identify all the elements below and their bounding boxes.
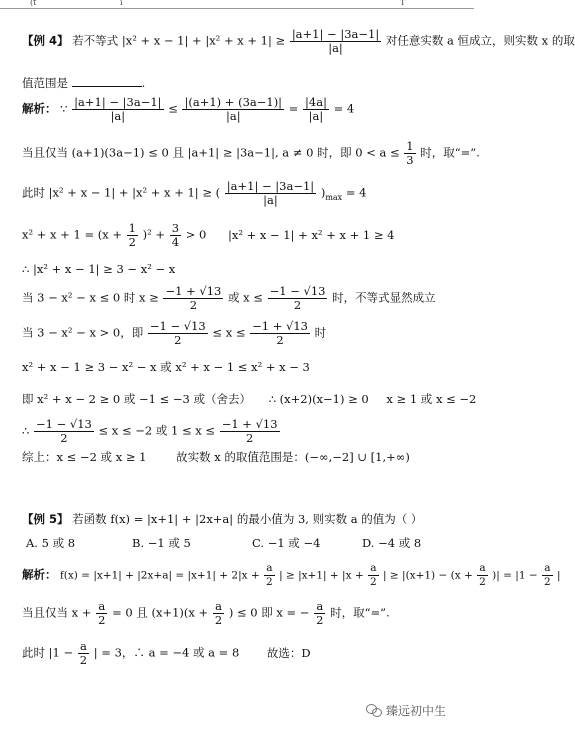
ex5-solution-line2	[22, 600, 390, 627]
ex5-s2-frac1: $\frac{a}{2}$	[98, 599, 106, 627]
ex5-option-d: D. −4 或 8	[362, 536, 422, 550]
ex4-s6-c: 时，不等式显然成立	[332, 290, 436, 305]
ex4-solution-line2	[22, 140, 480, 167]
ex4-solution-line7	[22, 320, 326, 347]
ex4-s4-frac1: $\frac{1}{2}$	[128, 221, 136, 249]
ex4-s4-b: )² +	[142, 227, 166, 242]
ex5-s3-a: 此时 |1 −	[22, 645, 74, 660]
ex4-solution-line4	[22, 222, 395, 249]
ex5-option-a: A. 5 或 8	[26, 536, 76, 550]
ex4-s9-c: x ≥ 1 或 x ≤ −2	[386, 392, 477, 406]
ex4-s1-tail: = 4	[333, 101, 355, 116]
ex4-ineq-left: |x² + x − 1| + |x² + x + 1| ≥	[121, 33, 286, 48]
ex5-jiexi-label: 解析：	[22, 567, 57, 582]
ex5-s3-b: | = 3，∴ a = −4 或 a = 8	[93, 645, 240, 660]
header-fragment-right: T	[400, 0, 406, 7]
ex4-s7-frac1: $\frac{-1 - √13}{2}$	[149, 319, 206, 347]
answer-blank	[72, 75, 142, 87]
ex4-tag: 【例 4】	[22, 33, 69, 48]
ex4-s3-c: = 4	[345, 185, 367, 200]
ex4-s2-b: 时，取“=”.	[420, 145, 480, 160]
ex4-s7-b: ≤ x ≤	[212, 325, 246, 340]
ex4-s4-a: x² + x + 1 = (x +	[22, 227, 123, 242]
ex4-solution-line5	[22, 262, 175, 276]
ex4-s6-frac1: $\frac{-1 + √13}{2}$	[165, 284, 222, 312]
header-fragment-mid: i	[120, 0, 123, 7]
ex4-solution-line10	[22, 418, 281, 445]
ex4-s2-frac: $\frac{1}{3}$	[406, 139, 414, 167]
ex4-s1-frac1: $\frac{|a+1| - |3a-1|}{|a|}$	[74, 95, 162, 123]
wechat-icon	[366, 704, 382, 717]
ex4-s6-b: 或 x ≤	[228, 290, 263, 305]
ex5-stem-text: 若函数 f(x) = |x+1| + |2x+a| 的最小值为 3, 则实数 a 的值为（ ）	[72, 512, 423, 526]
header-fragment-left: (t	[30, 0, 37, 7]
ex5-s1-frac3: $\frac{a}{2}$	[479, 562, 486, 588]
ex5-s2-a: 当且仅当 x +	[22, 605, 92, 620]
ex5-options	[22, 536, 452, 550]
ex5-s1-frac4: $\frac{a}{2}$	[543, 562, 551, 588]
ex4-stem-line1	[22, 28, 575, 55]
ex4-s10-frac2: $\frac{-1 + √13}{2}$	[221, 417, 278, 445]
ex4-s11-b: 故实数 x 的取值范围是：(−∞,−2] ∪ [1,+∞)	[176, 450, 410, 464]
ex5-solution-line3	[22, 640, 311, 667]
ex5-solution-line1	[22, 562, 561, 589]
ex4-s6-a: 当 3 − x² − x ≤ 0 时 x ≥	[22, 290, 159, 305]
ex4-s5: ∴ |x² + x − 1| ≥ 3 − x² − x	[22, 262, 176, 276]
ex4-s1-frac3: $\frac{|4a|}{|a|}$	[305, 95, 327, 123]
ex4-s3-a: 此时 |x² + x − 1| + |x² + x + 1| ≥ (	[22, 185, 221, 200]
ex4-solution-line3	[22, 180, 366, 207]
top-header-strip	[0, 0, 474, 9]
ex4-solution-line8	[22, 360, 310, 374]
ex4-s9-b: ∴ (x+2)(x−1) ≥ 0	[268, 392, 369, 406]
ex4-s11-a: 综上：x ≤ −2 或 x ≥ 1	[22, 450, 147, 464]
ex4-s10-b: ≤ x ≤ −2 或 1 ≤ x ≤	[98, 423, 216, 438]
ex4-s7-c: 时	[314, 325, 327, 340]
ex4-s4-d: |x² + x − 1| + x² + x + 1 ≥ 4	[227, 227, 395, 242]
ex5-tag: 【例 5】	[22, 512, 69, 526]
ex4-stem-end: .	[141, 76, 146, 90]
ex5-s2-d: 时，取“=”.	[330, 605, 390, 620]
ex5-s2-b: = 0 且 (x+1)(x +	[112, 605, 209, 620]
ex5-s1-frac2: $\frac{a}{2}$	[369, 562, 377, 588]
ex4-s4-frac2: $\frac{3}{4}$	[171, 221, 180, 249]
ex5-option-c: C. −1 或 −4	[252, 536, 321, 550]
ex5-option-b: B. −1 或 5	[132, 536, 191, 550]
ex4-stem-a: 若不等式	[72, 33, 119, 48]
ex5-s2-frac2: $\frac{a}{2}$	[214, 599, 223, 627]
ex5-s2-frac3: $\frac{a}{2}$	[316, 599, 324, 627]
ex4-stem-line2	[22, 75, 145, 90]
ex5-s1-c: | ≥ |(x+1) − (x +	[383, 569, 473, 582]
ex4-s1-frac2: $\frac{|(a+1) + (3a-1)|}{|a|}$	[184, 95, 283, 123]
ex5-stem	[22, 512, 422, 526]
ex4-s7-frac2: $\frac{-1 + √13}{2}$	[252, 319, 309, 347]
ex5-s1-b: | ≥ |x+1| + |x +	[279, 569, 364, 582]
ex4-frac: $\frac{|a+1| - |3a-1|}{|a|}$	[291, 27, 380, 55]
ex5-s1-e: |	[557, 569, 561, 582]
ex4-solution-line6	[22, 285, 436, 312]
ex5-s1-d: )| = |1 −	[492, 569, 538, 582]
ex5-s1-a: f(x) = |x+1| + |2x+a| = |x+1| + 2|x +	[59, 569, 260, 582]
ex4-s7-a: 当 3 − x² − x > 0，即	[22, 325, 144, 340]
ex4-s3-frac: $\frac{|a+1| - |3a-1|}{|a|}$	[226, 179, 315, 207]
ex5-s3-frac: $\frac{a}{2}$	[79, 639, 88, 667]
ex4-s1-lead: ∵	[60, 101, 68, 116]
ex4-s10-a: ∴	[22, 423, 30, 438]
ex4-jiexi-label: 解析：	[22, 101, 57, 116]
ex4-s1-eq: =	[288, 101, 299, 116]
ex4-s3-max: max	[325, 192, 343, 202]
ex5-s2-c: ) ≤ 0 即 x = −	[228, 605, 310, 620]
ex4-s1-le: ≤	[168, 101, 178, 116]
ex4-conclusion	[22, 450, 410, 464]
watermark-text: 臻远初中生	[385, 704, 446, 718]
ex4-s10-frac1: $\frac{-1 - √13}{2}$	[35, 417, 92, 445]
ex4-s9-a: 即 x² + x − 2 ≥ 0 或 −1 ≤ −3 或（舍去）	[22, 392, 252, 406]
ex4-s4-c: > 0	[185, 227, 207, 242]
wechat-watermark	[366, 702, 446, 719]
ex4-stem-c: 值范围是	[22, 76, 68, 90]
ex4-solution-line1	[22, 96, 354, 123]
ex4-s3-b: )	[320, 185, 326, 200]
ex4-s2-a: 当且仅当 (a+1)(3a−1) ≤ 0 且 |a+1| ≥ |3a−1|, a ≠ 0 时，即 0 < a ≤	[22, 145, 400, 160]
ex5-s3-c: 故选：D	[266, 645, 311, 660]
ex4-stem-b: 对任意实数 a 恒成立，则实数 x 的取	[385, 33, 575, 48]
ex4-solution-line9	[22, 392, 476, 406]
ex5-s1-frac1: $\frac{a}{2}$	[266, 562, 273, 588]
ex4-s8: x² + x − 1 ≥ 3 − x² − x 或 x² + x − 1 ≤ x² + x − 3	[22, 360, 310, 374]
ex4-s6-frac2: $\frac{-1 - √13}{2}$	[269, 284, 326, 312]
